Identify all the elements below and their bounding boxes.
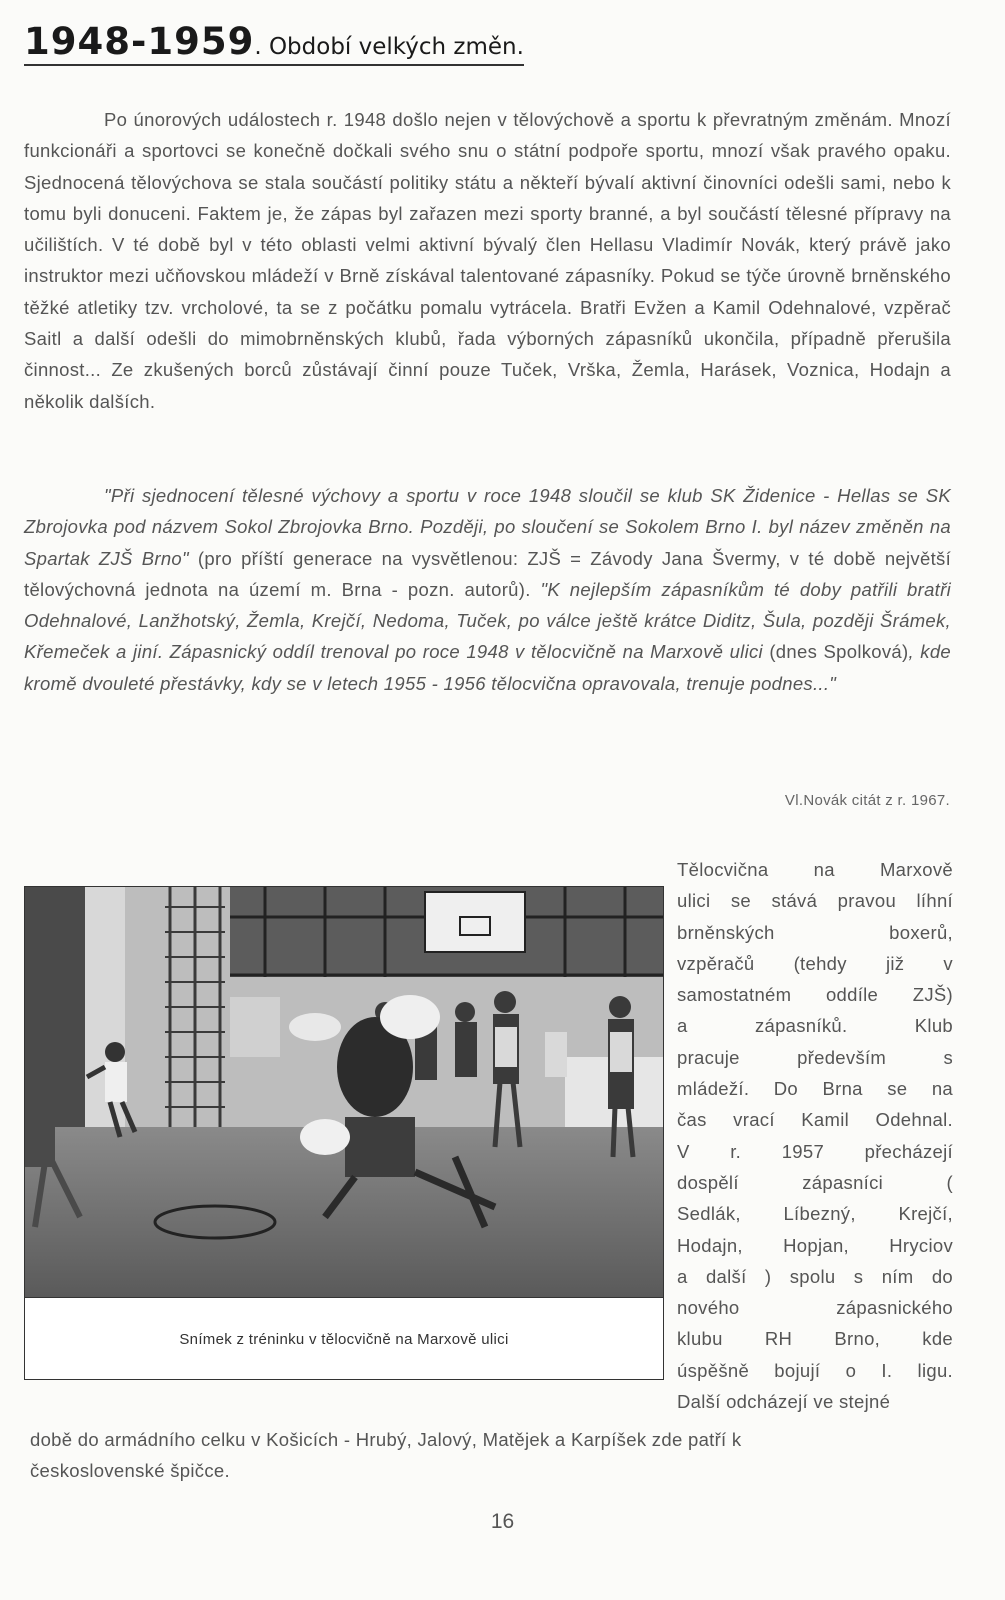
gym-training-photo <box>25 887 663 1297</box>
text-line: pracuje především s <box>677 1046 953 1068</box>
quote-part-1: "Při sjednocení tělesné výchovy a sportu v roce 1948 sloučil se klub SK Židenice - Hellas se SK Zbrojovka pod názvem Sokol Zbrojovka Brno. Později, po sloučení se Sokolem Brno I. byl název změněn na Spartak ZJŠ Brno" <box>24 485 951 569</box>
text-line: Tělocvična na Marxově <box>677 859 953 880</box>
text-line: době do armádního celku v Košicích - Hrubý, Jalový, Matějek a Karpíšek zde patří k <box>30 1429 742 1450</box>
place-note: (dnes Spolková) <box>762 641 909 663</box>
photo-figure <box>24 886 664 1380</box>
quote-attribution: Vl.Novák citát z r. 1967. <box>784 792 950 809</box>
text-line: klubu RH Brno, kde <box>677 1328 953 1350</box>
text-line: nového zápasnického <box>677 1297 953 1319</box>
text-line: V r. 1957 přecházejí <box>677 1140 953 1162</box>
photo-caption: Snímek z tréninku v tělocvičně na Marxově ulici <box>25 1297 663 1380</box>
text-line: vzpěračů (tehdy již v <box>677 952 953 974</box>
chapter-subtitle: . Období velkých změn. <box>254 34 524 60</box>
text-line: čas vrací Kamil Odehnal. <box>677 1109 953 1131</box>
paragraph-intro: Po únorových událostech r. 1948 došlo nejen v tělovýchově a sportu k převratným změnám. Mnozí funkcionáři a sportovci se konečně dočkali svého snu o státní podpoře sportu, mnozí však pravého opaku. Sjednocená tělovýchova se stala součástí politiky státu a někteří bývalí aktivní činovníci odešli sami, nebo k tomu byli donuceni. Faktem je, že zápas byl zařazen mezi sporty branné, a byl součástí tělesné přípravy na učilištích. V té době byl v této oblasti velmi aktivní bývalý člen Hellasu Vladimír Novák, který právě jako instruktor mezi učňovskou mládeží v Brně získával talentované zápasníky. Pokud se týče úrovně brněnského těžké atletiky tzv. vrcholové, ta se z počátku pomalu vytrácela. Bratři Evžen a Kamil Odehnalové, vzpěrač Saitl a další odešli do mimobrněnských klubů, řada výborných zápasníků ukončila, případně přerušila činnost... Ze zkušených borců zůstávají činní pouze Tuček, Vrška, Žemla, Harásek, Voznica, Hodajn a několik dalších. <box>24 109 951 412</box>
text-line: a další ) spolu s ním do <box>677 1265 953 1287</box>
chapter-heading <box>24 20 524 66</box>
author-note: (pro příští generace na vysvětlenou: ZJŠ = Závody Jana Švermy, v té době největší tělovýchovná jednota na území m. Brna - pozn. autorů). <box>24 547 952 600</box>
text-line: Další odcházejí ve stejné <box>677 1391 891 1413</box>
text-line: ulici se stává pravou líhní <box>677 890 953 912</box>
chapter-years: 1948-1959 <box>24 20 255 63</box>
text-line: dospělí zápasníci ( <box>677 1171 953 1193</box>
text-line: Hodajn, Hopjan, Hryciov <box>677 1234 953 1256</box>
text-line: a zápasníků. Klub <box>677 1015 953 1037</box>
paragraph-quote <box>24 480 951 699</box>
text-line: mládeží. Do Brna se na <box>677 1078 953 1100</box>
text-line: Sedlák, Líbezný, Krejčí, <box>677 1203 953 1225</box>
text-line: československé špičce. <box>30 1460 230 1482</box>
continued-paragraph <box>30 1424 957 1487</box>
text-line: brněnských boxerů, <box>677 921 953 943</box>
side-column-text <box>677 854 953 1417</box>
page-number: 16 <box>490 1510 515 1533</box>
text-line: samostatném oddíle ZJŠ) <box>677 984 953 1006</box>
quote-part-2: "K nejlepším zápasníkům té doby patřili bratři Odehnalové, Lanžhotský, Žemla, Krejčí, Nedoma, Tuček, po válce ještě krátce Diditz, Šula, později Šrámek, Křemeček a jiní. Zápasnický oddíl trenoval po roce 1948 v tělocvičně na Marxově ulici <box>24 578 951 663</box>
text-line: úspěšně bojují o I. ligu. <box>677 1359 953 1381</box>
quote-part-3: , kde kromě dvouleté přestávky, kdy se v letech 1955 - 1956 tělocvična opravovala, trenuje podnes..." <box>24 641 952 694</box>
